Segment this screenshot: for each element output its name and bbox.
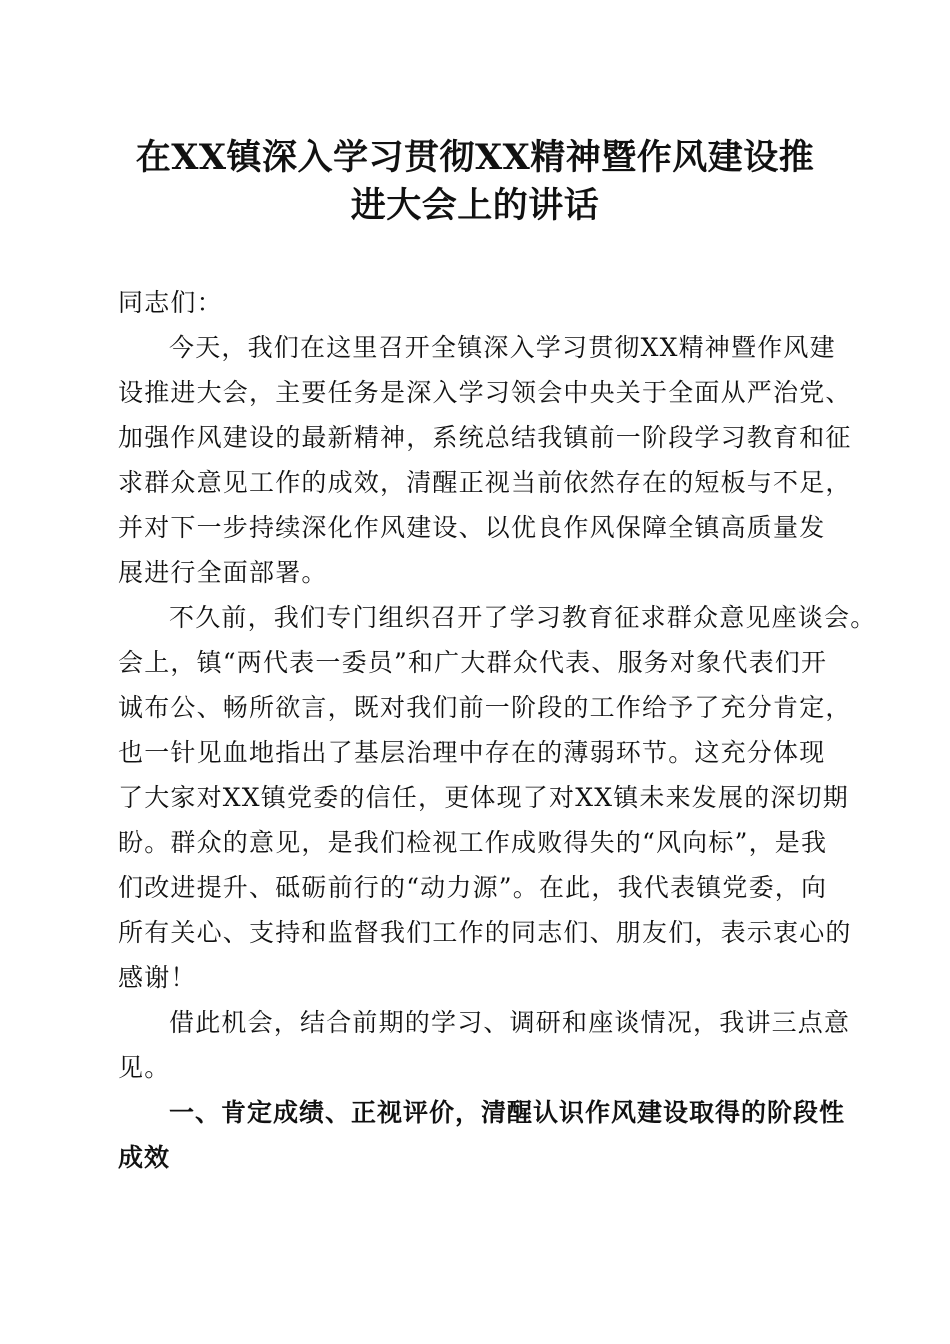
document-body — [118, 280, 877, 1180]
text-line: 了大家对XX镇党委的信任，更体现了对XX镇未来发展的深切期 — [118, 783, 849, 812]
text-line: 也一针见血地指出了基层治理中存在的薄弱环节。这充分体现 — [118, 738, 826, 767]
text-line: 盼。群众的意见，是我们检视工作成败得失的“风向标”，是我 — [118, 828, 828, 857]
section-heading-1 — [118, 1090, 846, 1180]
text-line: 所有关心、支持和监督我们工作的同志们、朋友们，表示衷心的 — [118, 918, 852, 947]
title-line: 进大会上的讲话 — [350, 185, 600, 226]
salutation: 同志们： — [118, 288, 223, 317]
text-line: 设推进大会，主要任务是深入学习领会中央关于全面从严治党、 — [118, 378, 852, 407]
text-line: 不久前，我们专门组织召开了学习教育征求群众意见座谈会。 — [169, 603, 877, 632]
text-line: 加强作风建设的最新精神，系统总结我镇前一阶段学习教育和征 — [118, 423, 852, 452]
heading-line: 一、肯定成绩、正视评价，清醒认识作风建设取得的阶段性 — [169, 1098, 846, 1127]
text-line: 借此机会，结合前期的学习、调研和座谈情况，我讲三点意 — [169, 1008, 851, 1037]
paragraph-1 — [118, 325, 852, 595]
text-line: 见。 — [118, 1053, 171, 1082]
text-line: 求群众意见工作的成效，清醒正视当前依然存在的短板与不足， — [118, 468, 852, 497]
text-line: 会上，镇“两代表一委员”和广大群众代表、服务对象代表们开 — [118, 648, 828, 677]
text-line: 今天，我们在这里召开全镇深入学习贯彻XX精神暨作风建 — [169, 333, 836, 362]
text-line: 诚布公、畅所欲言，既对我们前一阶段的工作给予了充分肯定， — [118, 693, 852, 722]
text-line: 感谢！ — [118, 963, 197, 992]
heading-line: 成效 — [118, 1143, 171, 1172]
paragraph-2 — [118, 595, 877, 1000]
text-line: 们改进提升、砥砺前行的“动力源”。在此，我代表镇党委，向 — [118, 873, 828, 902]
document-title — [100, 134, 850, 230]
text-line: 并对下一步持续深化作风建设、以优良作风保障全镇高质量发 — [118, 513, 826, 542]
title-line: 在XX镇深入学习贯彻XX精神暨作风建设推 — [135, 137, 815, 178]
text-line: 展进行全面部署。 — [118, 558, 328, 587]
paragraph-3 — [118, 1000, 851, 1090]
